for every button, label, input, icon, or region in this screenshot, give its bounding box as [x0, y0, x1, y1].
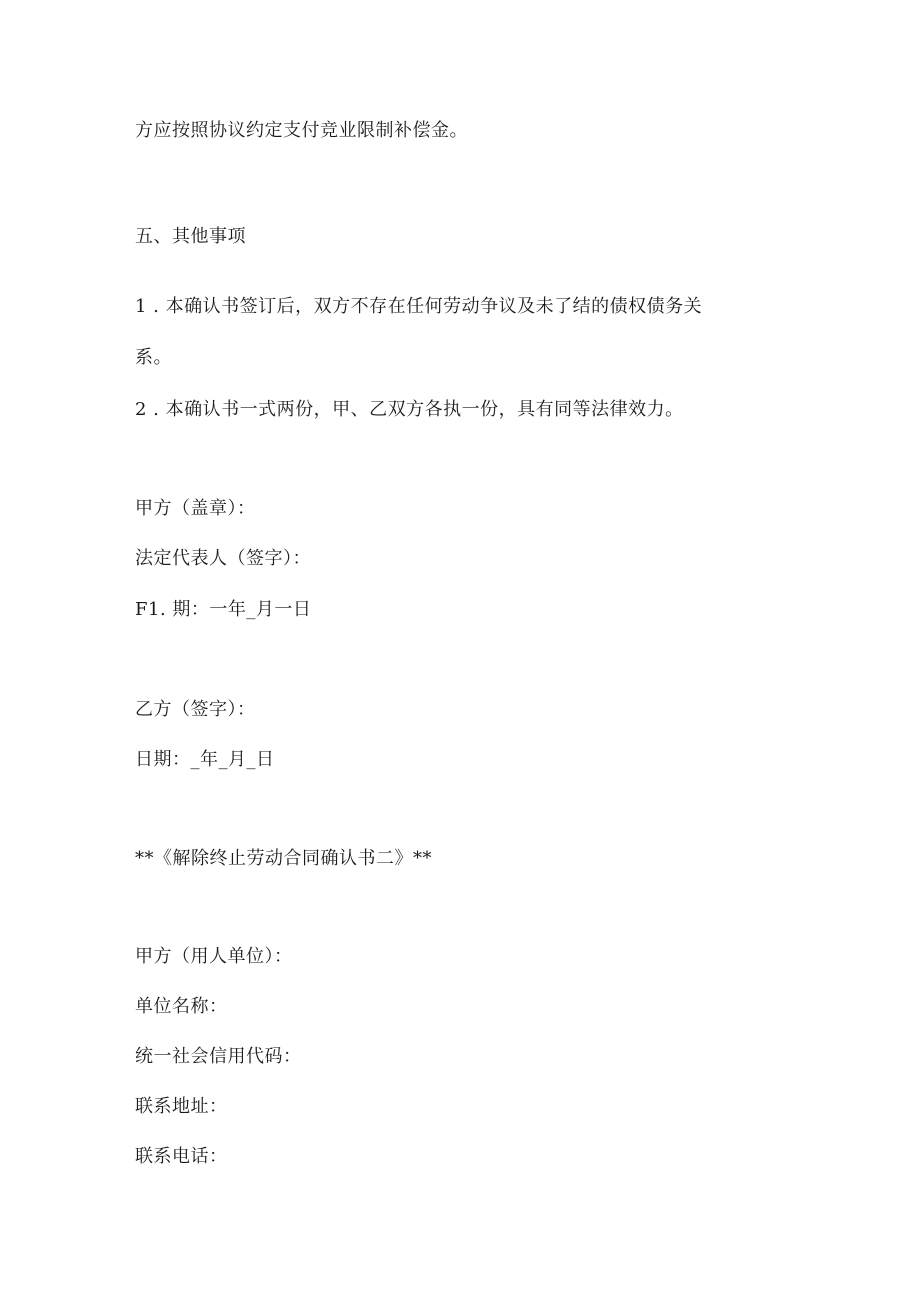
- party-a-employer-heading: 甲方（用人单位）：: [135, 946, 293, 967]
- credit-code-label: 统一社会信用代码：: [135, 1046, 302, 1067]
- party-b-date-label: 日期：_年_月_日: [135, 749, 275, 770]
- party-a-seal-label: 甲方（盖章）：: [135, 498, 256, 519]
- section-five-heading: 五、其他事项: [135, 226, 246, 247]
- clause-1-line-1: 1 . 本确认书签订后，双方不存在任何劳动争议及未了结的债权债务关: [135, 296, 703, 317]
- unit-name-label: 单位名称：: [135, 996, 228, 1017]
- second-document-title: **《解除终止劳动合同确认书二》**: [135, 848, 432, 869]
- legal-representative-signature-label: 法定代表人（签字）：: [135, 548, 311, 569]
- party-a-date-label: F1. 期：一年_月一日: [135, 599, 312, 620]
- contact-phone-label: 联系电话：: [135, 1146, 228, 1167]
- clause-1-line-2: 系。: [135, 347, 172, 368]
- continuation-paragraph: 方应按照协议约定支付竞业限制补偿金。: [135, 120, 468, 141]
- party-b-signature-label: 乙方（签字）：: [135, 699, 256, 720]
- contact-address-label: 联系地址：: [135, 1096, 228, 1117]
- clause-2: 2 . 本确认书一式两份，甲、乙双方各执一份，具有同等法律效力。: [135, 399, 684, 420]
